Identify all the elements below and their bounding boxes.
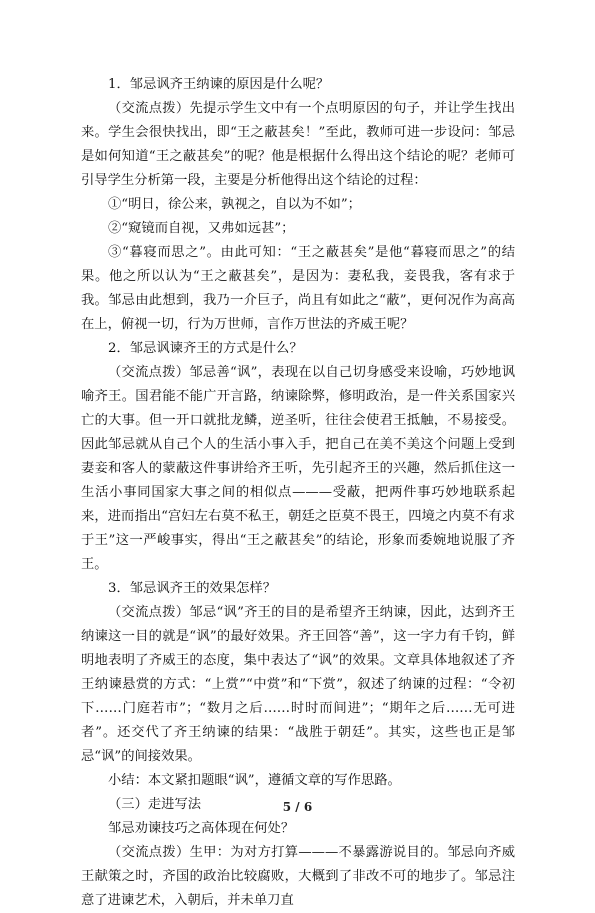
list-item-1: ①“明日，徐公来，孰视之，自以为不如”；: [108, 197, 361, 212]
question-4: 邹忌劝谏技巧之高体现在何处？: [108, 821, 295, 836]
question-2: 2．邹忌讽谏齐王的方式是什么？: [108, 341, 303, 356]
answer-3: （交流点拨）邹忌“讽”齐王的目的是希望齐王纳谏，因此，达到齐王纳谏这一目的就是“讽”的最好效果。齐王回答“善”，这一字力有千钧，鲜明地表明了齐威王的态度，集中表达了“讽”的效果。文章具体地叙述了齐王纳谏悬赏的方式：“上赏”“中赏”和“下赏”，叙述了纳谏的过程：“令初下……门庭若市”；“数月之后……时时而间进”；“期年之后……无可进者”。还交代了齐王纳谏的结果：“战胜于朝廷”。其实，这些也正是邹忌“讽”的间接效果。: [81, 605, 515, 764]
list-item-3: ③“暮寝而思之”。由此可知：“王之蔽甚矣”是他“暮寝而思之”的结果。他之所以认为“王之蔽甚矣”，是因为：妻私我，妾畏我，客有求于我。邹忌由此想到，我乃一介巨子，尚且有如此之“蔽”，更何况作为高高在上，俯视一切，行为万世师，言作万世法的齐威王呢？: [81, 245, 515, 332]
body-text: [81, 73, 515, 913]
section-heading: （三）走进写法: [108, 797, 202, 812]
list-item-2: ②“窥镜而自视，又弗如远甚”；: [108, 221, 295, 236]
question-1: 1．邹忌讽齐王纳谏的原因是什么呢？: [108, 77, 330, 92]
page-number: 5 / 6: [282, 800, 313, 814]
question-3: 3．邹忌讽齐王的效果怎样？: [108, 581, 277, 596]
answer-4: （交流点拨）生甲：为对方打算———不暴露游说目的。邹忌向齐威王献策之时，齐国的政治比较腐败，大概到了非改不可的地步了。邹忌注意了进谏艺术，入朝后，并未单刀直: [81, 845, 515, 908]
answer-2: （交流点拨）邹忌善“讽”，表现在以自己切身感受来设喻，巧妙地讽喻齐王。国君能不能广开言路，纳谏除弊，修明政治，是一件关系国家兴亡的大事。但一开口就批龙鳞，逆圣听，往往会使君王抵触，不易接受。因此邹忌就从自己个人的生活小事入手，把自己在美不美这个问题上受到妻妾和客人的蒙蔽这件事讲给齐王听，先引起齐王的兴趣，然后抓住这一生活小事同国家大事之间的相似点———受蔽，把两件事巧妙地联系起来，进而指出“宫妇左右莫不私王，朝廷之臣莫不畏王，四境之内莫不有求于王”这一严峻事实，得出“王之蔽甚矣”的结论，形象而委婉地说服了齐王。: [81, 365, 515, 572]
answer-1-intro: （交流点拨）先提示学生文中有一个点明原因的句子，并让学生找出来。学生会很快找出，即“王之蔽甚矣！”至此，教师可进一步设问：邹忌是如何知道“王之蔽甚矣”的呢？他是根据什么得出这个结论的呢？老师可引导学生分析第一段，主要是分析他得出这个结论的过程：: [81, 101, 515, 188]
summary: 小结：本文紧扣题眼“讽”，遵循文章的写作思路。: [108, 773, 401, 788]
